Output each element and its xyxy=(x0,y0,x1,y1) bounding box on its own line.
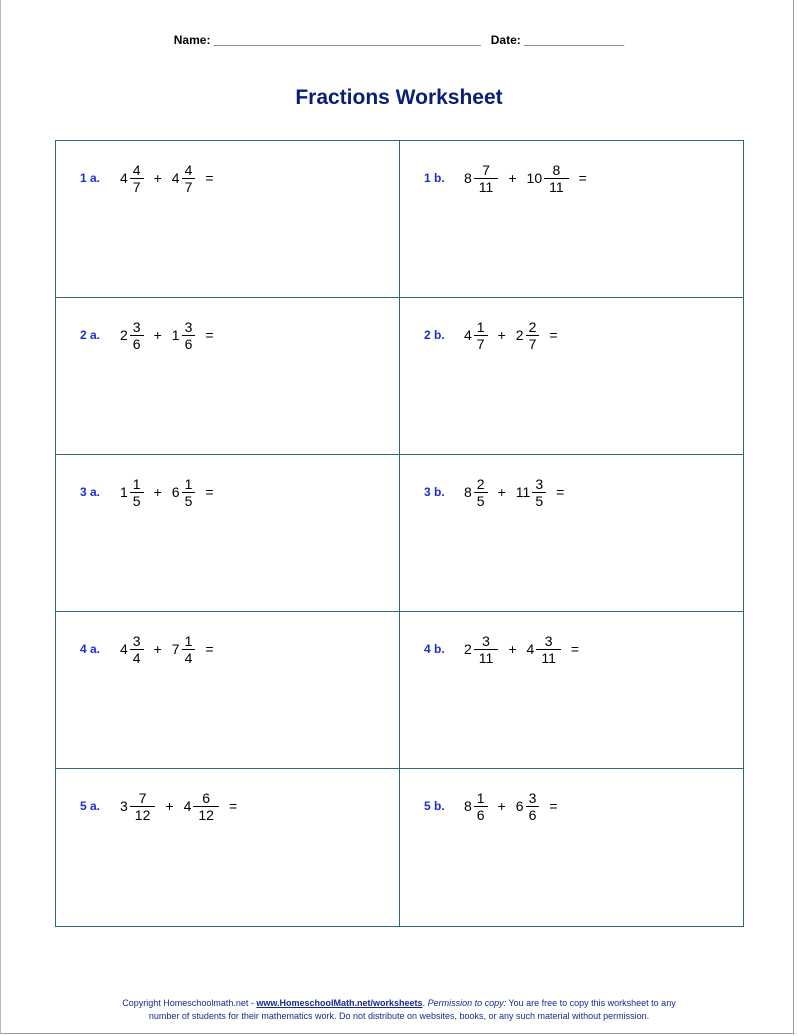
whole-number: 4 xyxy=(526,641,535,657)
problem-3b xyxy=(424,475,564,509)
numerator: 1 xyxy=(476,790,485,806)
copyright-text: Copyright Homeschoolmath.net - xyxy=(122,998,257,1008)
denominator: 11 xyxy=(544,178,569,195)
fraction xyxy=(130,790,156,823)
name-date-header xyxy=(0,33,798,47)
problem-4a xyxy=(80,632,214,666)
numerator: 1 xyxy=(476,319,485,335)
whole-number: 4 xyxy=(120,641,128,657)
denominator: 7 xyxy=(526,335,540,352)
denominator: 11 xyxy=(474,178,499,195)
problem-cell xyxy=(400,769,743,926)
equals-sign: = xyxy=(570,641,580,657)
denominator: 6 xyxy=(474,806,488,823)
numerator: 4 xyxy=(184,162,193,178)
problem-2a xyxy=(80,318,214,352)
numerator: 8 xyxy=(552,162,561,178)
numerator: 2 xyxy=(528,319,537,335)
whole-number: 8 xyxy=(464,798,472,814)
footer-line-1 xyxy=(0,997,798,1010)
whole-number: 6 xyxy=(171,484,180,500)
whole-number: 2 xyxy=(120,327,128,343)
numerator: 4 xyxy=(132,162,141,178)
equals-sign: = xyxy=(205,484,214,500)
denominator: 5 xyxy=(182,492,196,509)
name-blank: ________________________________________ xyxy=(213,33,481,47)
problem-label: 3 b. xyxy=(424,485,445,499)
name-label: Name: xyxy=(173,33,211,47)
numerator: 1 xyxy=(132,476,141,492)
date-label: Date: xyxy=(490,33,521,47)
denominator: 7 xyxy=(182,178,196,195)
fraction xyxy=(130,476,144,509)
problem-1a xyxy=(80,161,214,195)
plus-sign: + xyxy=(153,170,162,186)
problem-label: 5 b. xyxy=(424,799,445,813)
permission-text: You are free to copy this worksheet to any xyxy=(506,998,676,1008)
fraction xyxy=(193,790,219,823)
plus-sign: + xyxy=(508,641,517,657)
denominator: 7 xyxy=(130,178,144,195)
plus-sign: + xyxy=(165,798,174,814)
denominator: 5 xyxy=(474,492,488,509)
denominator: 12 xyxy=(130,806,156,823)
fraction xyxy=(474,162,499,195)
footer-line-2: number of students for their mathematics work. Do not distribute on websites, books, or any such material without permission. xyxy=(148,1011,650,1021)
plus-sign: + xyxy=(153,484,162,500)
whole-number: 1 xyxy=(120,484,128,500)
whole-number: 7 xyxy=(171,641,180,657)
whole-number: 1 xyxy=(171,327,180,343)
whole-number: 2 xyxy=(464,641,472,657)
fraction xyxy=(536,633,561,666)
plus-sign: + xyxy=(497,327,506,343)
equals-sign: = xyxy=(578,170,587,186)
fraction xyxy=(130,633,144,666)
fraction xyxy=(182,476,196,509)
numerator: 3 xyxy=(184,319,193,335)
fraction xyxy=(526,790,540,823)
equals-sign: = xyxy=(205,170,214,186)
equals-sign: = xyxy=(228,798,238,814)
whole-number: 3 xyxy=(120,798,128,814)
problem-label: 1 b. xyxy=(424,171,445,185)
problem-grid xyxy=(55,140,744,927)
fraction xyxy=(474,790,488,823)
worksheets-link[interactable]: www.HomeschoolMath.net/worksheets xyxy=(256,998,423,1008)
fraction xyxy=(532,476,546,509)
problem-5b xyxy=(424,789,558,823)
denominator: 12 xyxy=(193,806,219,823)
separator-text: . xyxy=(422,998,428,1008)
problem-cell xyxy=(56,769,400,926)
numerator: 3 xyxy=(528,790,537,806)
equals-sign: = xyxy=(205,641,214,657)
numerator: 7 xyxy=(138,790,147,806)
equals-sign: = xyxy=(556,484,565,500)
numerator: 6 xyxy=(202,790,211,806)
plus-sign: + xyxy=(153,327,162,343)
whole-number: 4 xyxy=(120,170,128,186)
numerator: 3 xyxy=(482,633,490,649)
problem-label: 4 b. xyxy=(424,642,445,656)
denominator: 11 xyxy=(474,649,499,666)
denominator: 5 xyxy=(532,492,546,509)
problem-label: 3 a. xyxy=(80,485,101,499)
fraction xyxy=(130,319,144,352)
permission-label: Permission to copy: xyxy=(427,998,507,1008)
equals-sign: = xyxy=(205,327,214,343)
denominator: 6 xyxy=(526,806,540,823)
whole-number: 2 xyxy=(515,327,524,343)
whole-number: 4 xyxy=(183,798,192,814)
fraction xyxy=(182,162,196,195)
fraction xyxy=(474,633,499,666)
fraction xyxy=(182,633,196,666)
whole-number: 10 xyxy=(526,170,543,186)
problem-cell xyxy=(400,298,743,455)
whole-number: 4 xyxy=(171,170,180,186)
denominator: 6 xyxy=(182,335,196,352)
plus-sign: + xyxy=(497,798,506,814)
problem-label: 1 a. xyxy=(80,171,101,185)
problem-cell xyxy=(56,612,400,769)
fraction xyxy=(182,319,196,352)
whole-number: 4 xyxy=(464,327,472,343)
problem-label: 2 a. xyxy=(80,328,101,342)
fraction xyxy=(474,319,488,352)
problem-1b xyxy=(424,161,587,195)
date-blank: _______________ xyxy=(524,33,625,47)
numerator: 3 xyxy=(535,476,544,492)
numerator: 3 xyxy=(544,633,553,649)
denominator: 5 xyxy=(130,492,144,509)
denominator: 7 xyxy=(474,335,488,352)
problem-cell xyxy=(400,612,743,769)
plus-sign: + xyxy=(153,641,162,657)
denominator: 6 xyxy=(130,335,144,352)
fraction xyxy=(130,162,144,195)
problem-label: 5 a. xyxy=(80,799,101,813)
whole-number: 11 xyxy=(515,484,531,500)
problem-5a xyxy=(80,789,237,823)
problem-cell xyxy=(400,141,743,298)
fraction xyxy=(474,476,488,509)
problem-4b xyxy=(424,632,579,666)
denominator: 4 xyxy=(130,649,144,666)
whole-number: 6 xyxy=(515,798,524,814)
numerator: 1 xyxy=(184,633,193,649)
whole-number: 8 xyxy=(464,170,472,186)
numerator: 2 xyxy=(476,476,485,492)
numerator: 3 xyxy=(132,633,141,649)
fraction xyxy=(526,319,540,352)
numerator: 1 xyxy=(184,476,193,492)
problem-cell xyxy=(400,455,743,612)
plus-sign: + xyxy=(497,484,506,500)
fraction xyxy=(544,162,569,195)
problem-cell xyxy=(56,455,400,612)
whole-number: 8 xyxy=(464,484,472,500)
problem-label: 4 a. xyxy=(80,642,101,656)
denominator: 11 xyxy=(536,649,561,666)
problem-cell xyxy=(56,141,400,298)
worksheet-title: Fractions Worksheet xyxy=(295,86,503,109)
problem-label: 2 b. xyxy=(424,328,445,342)
denominator: 4 xyxy=(182,649,196,666)
problem-3a xyxy=(80,475,214,509)
problem-2b xyxy=(424,318,558,352)
numerator: 3 xyxy=(132,319,141,335)
equals-sign: = xyxy=(549,798,558,814)
footer xyxy=(0,997,798,1023)
numerator: 7 xyxy=(482,162,490,178)
problem-cell xyxy=(56,298,400,455)
plus-sign: + xyxy=(508,170,517,186)
equals-sign: = xyxy=(549,327,558,343)
